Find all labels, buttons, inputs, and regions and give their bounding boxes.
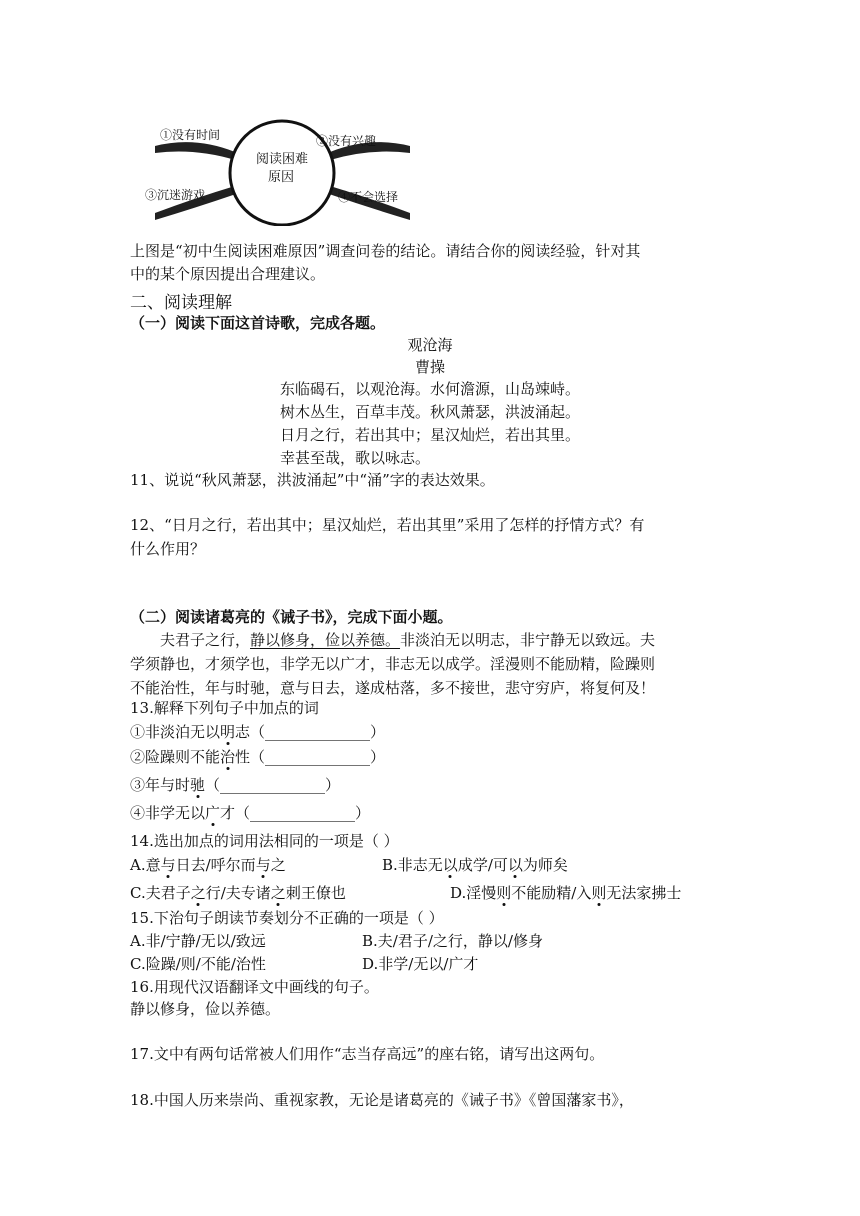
q13-answer-blank[interactable]: 志（______________）: [235, 723, 386, 741]
opt-text: 不能励精/入: [511, 884, 592, 902]
diagram-item-1: ①没有时间: [160, 128, 221, 142]
passage-line-3: 不能治性，年与时驰，意与日去，遂成枯落，多不接世，悲守穷庐，将复何及！: [130, 679, 656, 697]
q15-option-c[interactable]: C.险躁/则/不能/治性: [130, 955, 266, 973]
question-18: 18.中国人历来崇尚、重视家教，无论是诸葛亮的《诫子书》《曾国藩家书》，: [130, 1091, 634, 1109]
poem-line-3: 日月之行，若出其中；星汉灿烂，若出其里。: [279, 426, 580, 444]
opt-text: 之: [270, 856, 286, 874]
passage-underlined: 静以修身，俭以养德。: [250, 631, 401, 649]
opt-text: 为师矣: [522, 856, 568, 874]
opt-text: B.非志无: [382, 856, 443, 874]
q13-dotted-word: 治: [220, 748, 236, 766]
opt-dotted-word: 之: [190, 884, 206, 902]
poem-line-2: 树木丛生，百草丰茂。秋风萧瑟，洪波涌起。: [279, 403, 580, 421]
question-14-stem: 14.选出加点的词用法相同的一项是（ ）: [130, 832, 399, 850]
opt-text: A.意: [130, 856, 161, 874]
question-12-line-1: 12、“日月之行，若出其中；星汉灿烂，若出其里”采用了怎样的抒情方式？有: [130, 516, 645, 534]
question-13-item-3: [130, 774, 340, 796]
q13-answer-blank[interactable]: 才（______________）: [220, 804, 371, 822]
opt-text: 行/夫专诸: [205, 884, 271, 902]
opt-dotted-word: 之: [270, 884, 286, 902]
diagram-center-line2: 原因: [268, 170, 295, 185]
q13-dotted-word: 驰: [190, 776, 206, 794]
q13-answer-blank[interactable]: （______________）: [205, 776, 341, 794]
opt-text: 刺王僚也: [285, 884, 346, 902]
q14-option-d[interactable]: [450, 882, 681, 904]
reading-difficulty-diagram: [145, 118, 415, 226]
q15-option-a[interactable]: A.非/宁静/无以/致远: [130, 932, 266, 950]
opt-dotted-word: 以: [442, 856, 458, 874]
q14-option-c[interactable]: [130, 882, 346, 904]
intro-line-2: 中的某个原因提出合理建议。: [130, 265, 326, 283]
q15-option-d[interactable]: D.非学/无以/广才: [362, 955, 479, 973]
question-13-item-2: [130, 746, 385, 768]
diagram-item-2: ②没有兴趣: [316, 134, 377, 148]
q13-text: ④非学无以: [130, 804, 206, 822]
poem-line-1: 东临碣石，以观沧海。水何澹源，山岛竦峙。: [279, 380, 580, 398]
diagram-center-line1: 阅读困难: [256, 152, 309, 167]
question-17: 17.文中有两句话常被人们用作“志当存高远”的座右铭，请写出这两句。: [130, 1045, 605, 1063]
q15-option-b[interactable]: B.夫/君子/之行，静以/修身: [362, 932, 543, 950]
poem-title: 观沧海: [407, 336, 453, 354]
opt-dotted-word: 以: [507, 856, 523, 874]
q13-text: ③年与时: [130, 776, 191, 794]
opt-dotted-word: 与: [255, 856, 271, 874]
opt-text: 日去/呼尔而: [175, 856, 256, 874]
question-13-item-1: [130, 721, 385, 743]
question-15-stem: 15.下治句子朗读节奏划分不正确的一项是（ ）: [130, 909, 444, 927]
section-title: 二、阅读理解: [130, 293, 232, 313]
q13-text: ①非淡泊无以: [130, 723, 221, 741]
question-16-text: 静以修身，俭以养德。: [130, 1000, 281, 1018]
q13-dotted-word: 广: [205, 804, 221, 822]
passage-line-2: 学须静也，才须学也，非学无以广才，非志无以成学。淫漫则不能励精，险躁则: [130, 655, 656, 673]
diagram-item-3: ③沉迷游戏: [145, 188, 206, 202]
question-16-stem: 16.用现代汉语翻译文中画线的句子。: [130, 978, 379, 996]
opt-text: D.淫慢: [450, 884, 497, 902]
part1-title: （一）阅读下面这首诗歌，完成各题。: [130, 314, 386, 332]
part2-title: （二）阅读诸葛亮的《诫子书》，完成下面小题。: [130, 608, 453, 626]
q14-option-b[interactable]: [382, 854, 568, 876]
opt-dotted-word: 则: [496, 884, 512, 902]
passage-line-1: [160, 629, 655, 651]
opt-text: 无法家拂士: [606, 884, 682, 902]
passage-text: 非淡泊无以明志，非宁静无以致远。夫: [400, 631, 656, 649]
question-12-line-2: 什么作用？: [130, 540, 206, 558]
opt-dotted-word: 则: [591, 884, 607, 902]
q13-dotted-word: 明: [220, 723, 236, 741]
question-13-item-4: [130, 802, 370, 824]
question-13-stem: 13.解释下列句子中加点的词: [130, 699, 319, 717]
q13-text: ②险躁则不能: [130, 748, 221, 766]
passage-text: 夫君子之行，: [160, 631, 251, 649]
opt-dotted-word: 与: [160, 856, 176, 874]
poem-author: 曹操: [414, 358, 445, 376]
opt-text: C.夫君子: [130, 884, 191, 902]
opt-text: 成学/可: [457, 856, 508, 874]
diagram-item-4: ④不会选择: [338, 190, 399, 204]
question-11: 11、说说“秋风萧瑟，洪波涌起”中“涌”字的表达效果。: [130, 471, 495, 489]
q14-option-a[interactable]: [130, 854, 286, 876]
intro-line-1: 上图是“初中生阅读困难原因”调查问卷的结论。请结合你的阅读经验，针对其: [130, 242, 641, 260]
poem-line-4: 幸甚至哉，歌以咏志。: [280, 449, 431, 467]
q13-answer-blank[interactable]: 性（______________）: [235, 748, 386, 766]
